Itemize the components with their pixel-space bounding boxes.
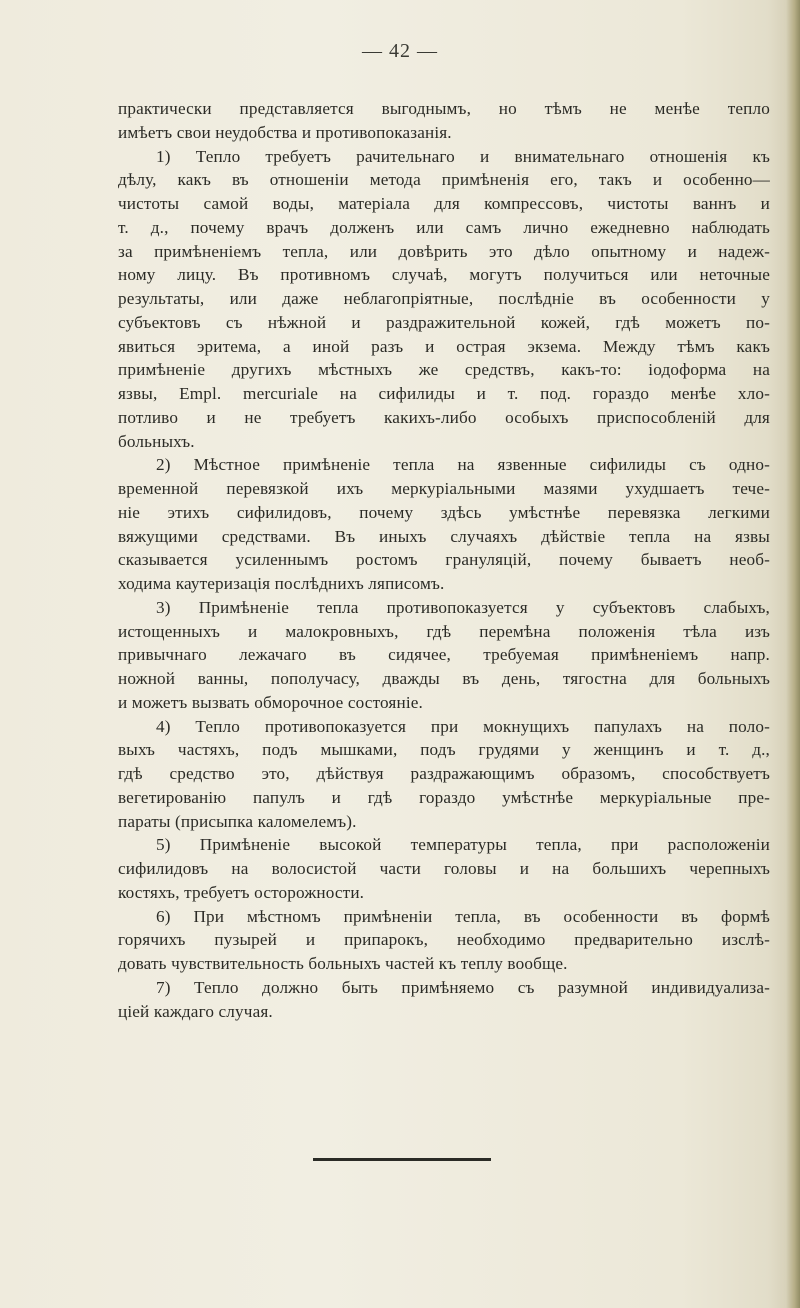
text-line: 1) Тепло требуетъ рачительнаго и внимательнаго отношенія къ [156, 146, 770, 166]
end-rule [313, 1158, 491, 1161]
text-line: костяхъ, требуетъ осторожности. [118, 882, 365, 902]
text-line: чистоты самой воды, матеріала для компрессовъ, чистоты ваннъ и [118, 194, 770, 213]
page-number: — 42 — [362, 40, 438, 62]
text-line: 7) Тепло должно быть примѣняемо съ разумной индивидуализа- [156, 977, 770, 997]
text-line: сказывается усиленнымъ ростомъ грануляцій, почему бываетъ необ- [118, 550, 770, 570]
text-line: вегетированію папулъ и гдѣ гораздо умѣстнѣе меркуріальные пре- [118, 787, 770, 807]
text-line: сифилидовъ на волосистой части головы и на большихъ черепныхъ [118, 859, 770, 878]
text-line: т. д., почему врачъ долженъ или самъ лично ежедневно наблюдать [118, 217, 770, 237]
text-line: субъектовъ съ нѣжной и раздражительной кожей, гдѣ можетъ по- [118, 312, 770, 332]
text-line: ножной ванны, пополучасу, дважды въ день, тягостна для больныхъ [118, 669, 770, 688]
text-line: 3) Примѣненіе тепла противопоказуется у субъектовъ слабыхъ, [156, 597, 770, 617]
text-line: ному лицу. Въ противномъ случаѣ, могутъ получиться или неточные [118, 265, 770, 285]
text-line: 6) При мѣстномъ примѣненіи тепла, въ особенности въ формѣ [156, 906, 770, 926]
text-line: 5) Примѣненіе высокой температуры тепла, при расположеніи [156, 835, 770, 855]
text-line: параты (присыпка каломелемъ). [118, 811, 357, 831]
page-body-text [118, 97, 770, 1023]
text-line: ціей каждаго случая. [118, 1001, 273, 1021]
text-line: больныхъ. [118, 431, 195, 451]
text-line: явиться эритема, а иной разъ и острая экзема. Между тѣмъ какъ [118, 336, 770, 356]
text-line: горячихъ пузырей и припарокъ, необходимо предварительно изслѣ- [118, 930, 770, 950]
text-line: ніе этихъ сифилидовъ, почему здѣсь умѣстнѣе перевязка легкими [118, 502, 770, 522]
text-line: истощенныхъ и малокровныхъ, гдѣ перемѣна положенія тѣла изъ [118, 621, 770, 641]
text-line: язвы, Emрl. mercuriale на сифилиды и т. под. гораздо менѣе хло- [118, 384, 770, 403]
text-line: гдѣ средство это, дѣйствуя раздражающимъ образомъ, способствуетъ [118, 764, 770, 783]
text-line: привычнаго лежачаго въ сидячее, требуемая примѣненіемъ напр. [118, 645, 770, 665]
text-line: за примѣненіемъ тепла, или довѣрить это дѣло опытному и надеж- [118, 241, 770, 261]
text-line: дѣлу, какъ въ отношеніи метода примѣненія его, такъ и особенно— [118, 170, 770, 190]
text-line: примѣненіе другихъ мѣстныхъ же средствъ, какъ-то: іодоформа на [118, 360, 770, 380]
text-line: результаты, или даже неблагопріятные, послѣдніе въ особенности у [118, 289, 770, 308]
text-line: практически представляется выгоднымъ, но тѣмъ не менѣе тепло [118, 99, 770, 118]
text-line: потливо и не требуетъ какихъ-либо особыхъ приспособленій для [118, 407, 770, 427]
page-edge-shadow [786, 0, 800, 1308]
text-line: имѣетъ свои неудобства и противопоказанія. [118, 122, 452, 142]
text-line: и можетъ вызвать обморочное состояніе. [118, 692, 423, 712]
text-line: выхъ частяхъ, подъ мышками, подъ грудями у женщинъ и т. д., [118, 740, 770, 760]
text-line: временной перевязкой ихъ меркуріальными мазями ухудшаетъ тече- [118, 479, 770, 498]
text-line: довать чувствительность больныхъ частей къ теплу вообще. [118, 954, 568, 973]
text-line: 2) Мѣстное примѣненіе тепла на язвенные сифилиды съ одно- [156, 455, 770, 475]
text-line: вяжущими средствами. Въ иныхъ случаяхъ дѣйствіе тепла на язвы [118, 526, 770, 546]
text-line: 4) Тепло противопоказуется при мокнущихъ папулахъ на поло- [156, 716, 770, 736]
text-line: ходима каутеризація послѣднихъ ляписомъ. [118, 574, 445, 593]
